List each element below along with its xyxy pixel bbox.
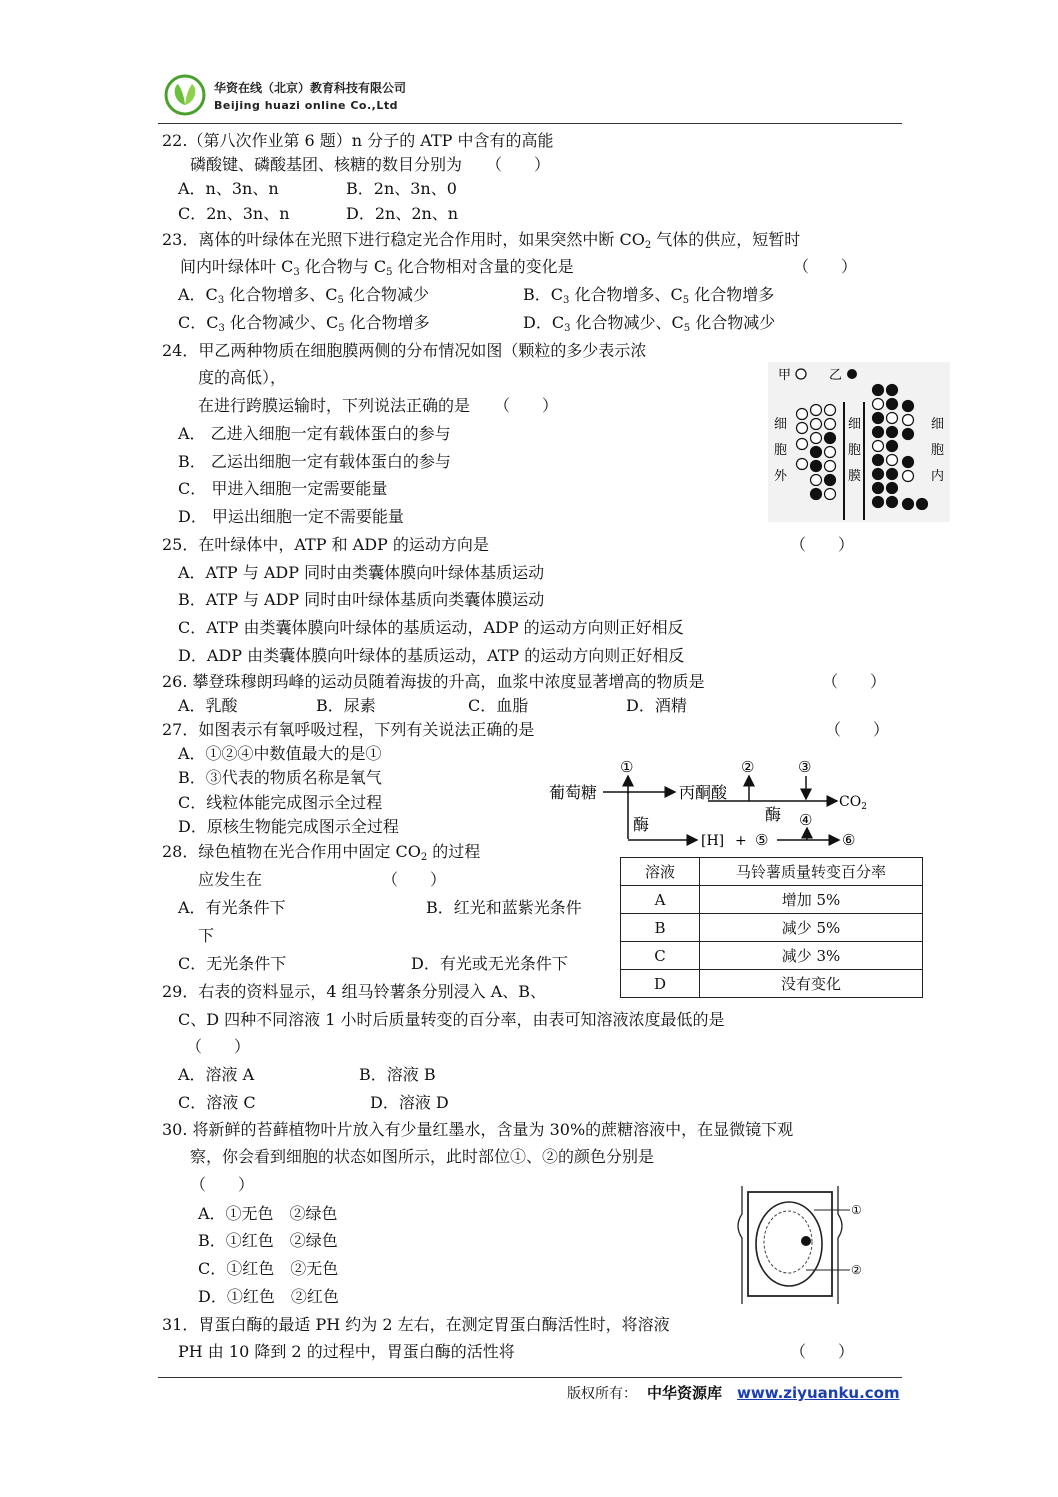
q30-option-d: D．①红色 ②红色 (198, 1287, 339, 1306)
q28-option-a: A．有光条件下 (178, 898, 286, 917)
yi-particle (887, 399, 898, 410)
label-5: ⑤ (755, 831, 769, 849)
jia-particle (887, 413, 898, 424)
q23-answer-paren: （ ） (793, 257, 858, 276)
q25-stem: 25．在叶绿体中，ATP 和 ADP 的运动方向是 (162, 535, 489, 554)
yi-particle (873, 385, 884, 396)
footer-copyright: 版权所有： (567, 1386, 637, 1402)
q27-stem: 27．如图表示有氧呼吸过程，下列有关说法正确的是 (162, 720, 535, 739)
table-cell: D (621, 970, 700, 998)
q26-answer-paren: （ ） (822, 672, 887, 691)
q29-option-d: D．溶液 D (370, 1093, 449, 1112)
legend-jia-label: 甲 (778, 368, 792, 383)
q31-stem-line2: PH 由 10 降到 2 的过程中，胃蛋白酶的活性将 (178, 1342, 515, 1361)
q25-option-b: B．ATP 与 ADP 同时由叶绿体基质向类囊体膜运动 (178, 590, 545, 609)
table-row (621, 886, 923, 914)
q30-stem-line2: 察，你会看到细胞的状态如图所示，此时部位①、②的颜色分别是 (190, 1147, 655, 1166)
yi-particle (903, 429, 914, 440)
yi-particle (887, 469, 898, 480)
q28-option-b: B．红光和蓝紫光条件 (426, 898, 582, 917)
q28-option-d: D．有光或无光条件下 (411, 954, 568, 973)
membrane-distribution-figure (768, 362, 950, 522)
membrane-label-1: 细 (848, 417, 862, 432)
q28-stem-line1: 28．绿色植物在光合作用中固定 $CO_2$ 的过程 (162, 842, 481, 863)
company-name-en: Beijing huazi online Co.,Ltd (214, 99, 398, 112)
q27-answer-paren: （ ） (825, 720, 890, 739)
yi-particle (873, 413, 884, 424)
table-cell: 没有变化 (700, 970, 923, 998)
q22-stem-line2: 磷酸键、磷酸基团、核糖的数目分别为 （ ） (190, 155, 551, 174)
jia-particle (873, 441, 884, 452)
q27-option-a: A．①②④中数值最大的是① (178, 744, 382, 763)
q23-stem-line1: 23．离体的叶绿体在光照下进行稳定光合作用时，如果突然中断 $CO_2$ 气体的供应，短暂时 (162, 230, 801, 251)
inside-label-1: 细 (931, 417, 945, 432)
company-name-cn: 华资在线（北京）教育科技有限公司 (214, 81, 407, 95)
q23-option-b: B．$C_3$ 化合物增多、$C_5$ 化合物增多 (523, 285, 775, 306)
q26-option-b: B．尿素 (316, 696, 376, 715)
q26-stem: 26. 攀登珠穆朗玛峰的运动员随着海拔的升高，血浆中浓度显著增高的物质是 (162, 672, 705, 691)
yi-particle (887, 497, 898, 508)
nucleus (801, 1236, 811, 1246)
q29-option-b: B．溶液 B (359, 1065, 436, 1084)
table-header-row (621, 858, 923, 886)
q24-option-b: B． 乙运出细胞一定有载体蛋白的参与 (178, 452, 451, 471)
jia-particle (903, 471, 914, 482)
q22-option-a: A．n、3n、n (178, 179, 279, 198)
q29-stem-line1: 29．右表的资料显示，4 组马铃薯条分别浸入 A、B、 (162, 982, 547, 1001)
outside-label-2: 胞 (774, 443, 788, 458)
yi-particle (873, 427, 884, 438)
membrane-label-3: 膜 (848, 469, 862, 484)
yi-particle (825, 433, 836, 444)
q23-option-c: C．$C_3$ 化合物减少、$C_5$ 化合物增多 (178, 313, 430, 334)
q29-stem-line2: C、D 四种不同溶液 1 小时后质量转变的百分率，由表可知溶液浓度最低的是 (178, 1010, 725, 1029)
company-logo (164, 74, 206, 116)
yi-particle (903, 401, 914, 412)
yi-particle (811, 461, 822, 472)
jia-particle (887, 455, 898, 466)
jia-particle (825, 489, 836, 500)
q29-answer-paren: （ ） (186, 1037, 251, 1056)
q29-option-a: A．溶液 A (178, 1065, 255, 1084)
yi-particle (811, 447, 822, 458)
q24-option-a: A． 乙进入细胞一定有载体蛋白的参与 (178, 424, 451, 443)
enzyme-label-left: 酶 (633, 815, 650, 834)
q31-answer-paren: （ ） (790, 1342, 855, 1361)
table-row (621, 970, 923, 998)
q25-answer-paren: （ ） (790, 535, 855, 554)
label-1: ① (851, 1203, 862, 1217)
adjacent-cell-wall-left (738, 1186, 742, 1304)
label-6: ⑥ (842, 831, 856, 849)
q23-option-d: D．$C_3$ 化合物减少、$C_5$ 化合物减少 (523, 313, 776, 334)
plus-label: + (735, 833, 747, 849)
yi-particle (811, 489, 822, 500)
q22-stem-line1: 22.（第八次作业第 6 题）n 分子的 ATP 中含有的高能 (162, 131, 554, 150)
outside-label-1: 细 (774, 417, 788, 432)
q23-option-a: A．$C_3$ 化合物增多、$C_5$ 化合物减少 (178, 285, 429, 306)
yi-particle (887, 441, 898, 452)
footer-site-name: 中华资源库 (647, 1384, 723, 1402)
table-header-cell: 溶液 (621, 858, 700, 886)
yi-particle (903, 457, 914, 468)
jia-particle (825, 447, 836, 458)
enzyme-label-right: 酶 (765, 805, 782, 824)
jia-particle (873, 399, 884, 410)
yi-particle (887, 483, 898, 494)
q28-option-b-cont: 下 (198, 926, 215, 945)
jia-particle (825, 419, 836, 430)
yi-particle (887, 385, 898, 396)
q23-stem-line2: 间内叶绿体叶 $C_3$ 化合物与 $C_5$ 化合物相对含量的变化是 (180, 257, 574, 278)
jia-particle (811, 405, 822, 416)
table-cell: B (621, 914, 700, 942)
inside-label-3: 内 (931, 469, 945, 484)
footer-url-link[interactable]: www.ziyuanku.com (737, 1384, 900, 1402)
yi-particle (873, 483, 884, 494)
jia-particle (811, 419, 822, 430)
table-row (621, 914, 923, 942)
h-label: [H] (701, 833, 725, 849)
yi-particle (873, 455, 884, 466)
q30-option-b: B．①红色 ②绿色 (198, 1231, 338, 1250)
label-4: ④ (799, 811, 813, 829)
legend-yi-label: 乙 (829, 368, 843, 383)
table-row (621, 942, 923, 970)
potato-mass-table (620, 857, 923, 998)
yi-particle (873, 497, 884, 508)
q28-stem-line2: 应发生在 （ ） (198, 870, 447, 889)
pyruvate-label: 丙酮酸 (679, 783, 728, 802)
co2-label: $CO_2$ (839, 794, 867, 812)
q25-option-d: D．ADP 由类囊体膜向叶绿体的基质运动，ATP 的运动方向则正好相反 (178, 646, 685, 665)
jia-particle (797, 439, 808, 450)
jia-particle (797, 423, 808, 434)
footer-divider (158, 1377, 902, 1378)
q27-option-c: C．线粒体能完成图示全过程 (178, 793, 383, 812)
q27-option-d: D．原核生物能完成图示全过程 (178, 817, 399, 836)
table-cell: 减少 5% (700, 914, 923, 942)
q26-option-a: A．乳酸 (178, 696, 238, 715)
yi-particle (887, 427, 898, 438)
q22-option-c: C．2n、3n、n (178, 204, 290, 223)
jia-particle (903, 415, 914, 426)
q30-stem-line1: 30. 将新鲜的苔藓植物叶片放入有少量红墨水，含量为 30%的蔗糖溶液中，在显微镜下观 (162, 1120, 794, 1139)
table-cell: 减少 3% (700, 942, 923, 970)
q24-stem-line2: 度的高低）， (198, 368, 287, 387)
label-1: ① (620, 758, 634, 776)
q22-option-b: B．2n、3n、0 (346, 179, 457, 198)
q27-option-b: B．③代表的物质名称是氧气 (178, 768, 382, 787)
label-2: ② (741, 758, 755, 776)
label-2: ② (851, 1263, 862, 1277)
q24-option-d: D． 甲运出细胞一定不需要能量 (178, 507, 404, 526)
adjacent-cell-wall-right (838, 1186, 842, 1304)
q30-option-c: C．①红色 ②无色 (198, 1259, 339, 1278)
legend-yi-circle (847, 369, 857, 379)
q30-option-a: A．①无色 ②绿色 (198, 1204, 338, 1223)
q24-stem-line3: 在进行跨膜运输时，下列说法正确的是 （ ） (198, 396, 559, 415)
jia-particle (811, 433, 822, 444)
yi-particle (825, 475, 836, 486)
jia-particle (825, 461, 836, 472)
plasmolysis-cell-figure (728, 1186, 878, 1304)
glucose-label: 葡萄糖 (549, 783, 598, 802)
q26-option-d: D．酒精 (626, 696, 687, 715)
inside-label-2: 胞 (931, 443, 945, 458)
membrane-label-2: 胞 (848, 443, 862, 458)
table-cell: 增加 5% (700, 886, 923, 914)
q26-option-c: C．血脂 (468, 696, 529, 715)
q24-stem-line1: 24．甲乙两种物质在细胞膜两侧的分布情况如图（颗粒的多少表示浓 (162, 341, 647, 360)
outside-label-3: 外 (774, 469, 788, 484)
yi-particle (873, 469, 884, 480)
q30-answer-paren: （ ） (190, 1175, 255, 1194)
q25-option-a: A．ATP 与 ADP 同时由类囊体膜向叶绿体基质运动 (178, 563, 545, 582)
jia-particle (811, 475, 822, 486)
label-3: ③ (798, 758, 812, 776)
q24-option-c: C． 甲进入细胞一定需要能量 (178, 479, 388, 498)
jia-particle (797, 459, 808, 470)
cell-wall (748, 1192, 832, 1296)
table-cell: C (621, 942, 700, 970)
header-divider (158, 123, 902, 124)
q22-option-d: D．2n、2n、n (346, 204, 459, 223)
q25-option-c: C．ATP 由类囊体膜向叶绿体的基质运动，ADP 的运动方向则正好相反 (178, 618, 684, 637)
aerobic-respiration-figure (545, 752, 875, 854)
legend-jia-circle (796, 369, 806, 379)
table-cell: A (621, 886, 700, 914)
jia-particle (797, 409, 808, 420)
q28-option-c: C．无光条件下 (178, 954, 287, 973)
yi-particle (903, 499, 914, 510)
q29-option-c: C．溶液 C (178, 1093, 256, 1112)
yi-particle (917, 499, 928, 510)
table-header-cell: 马铃薯质量转变百分率 (700, 858, 923, 886)
jia-particle (825, 405, 836, 416)
q31-stem-line1: 31．胃蛋白酶的最适 PH 约为 2 左右，在测定胃蛋白酶活性时，将溶液 (162, 1315, 670, 1334)
